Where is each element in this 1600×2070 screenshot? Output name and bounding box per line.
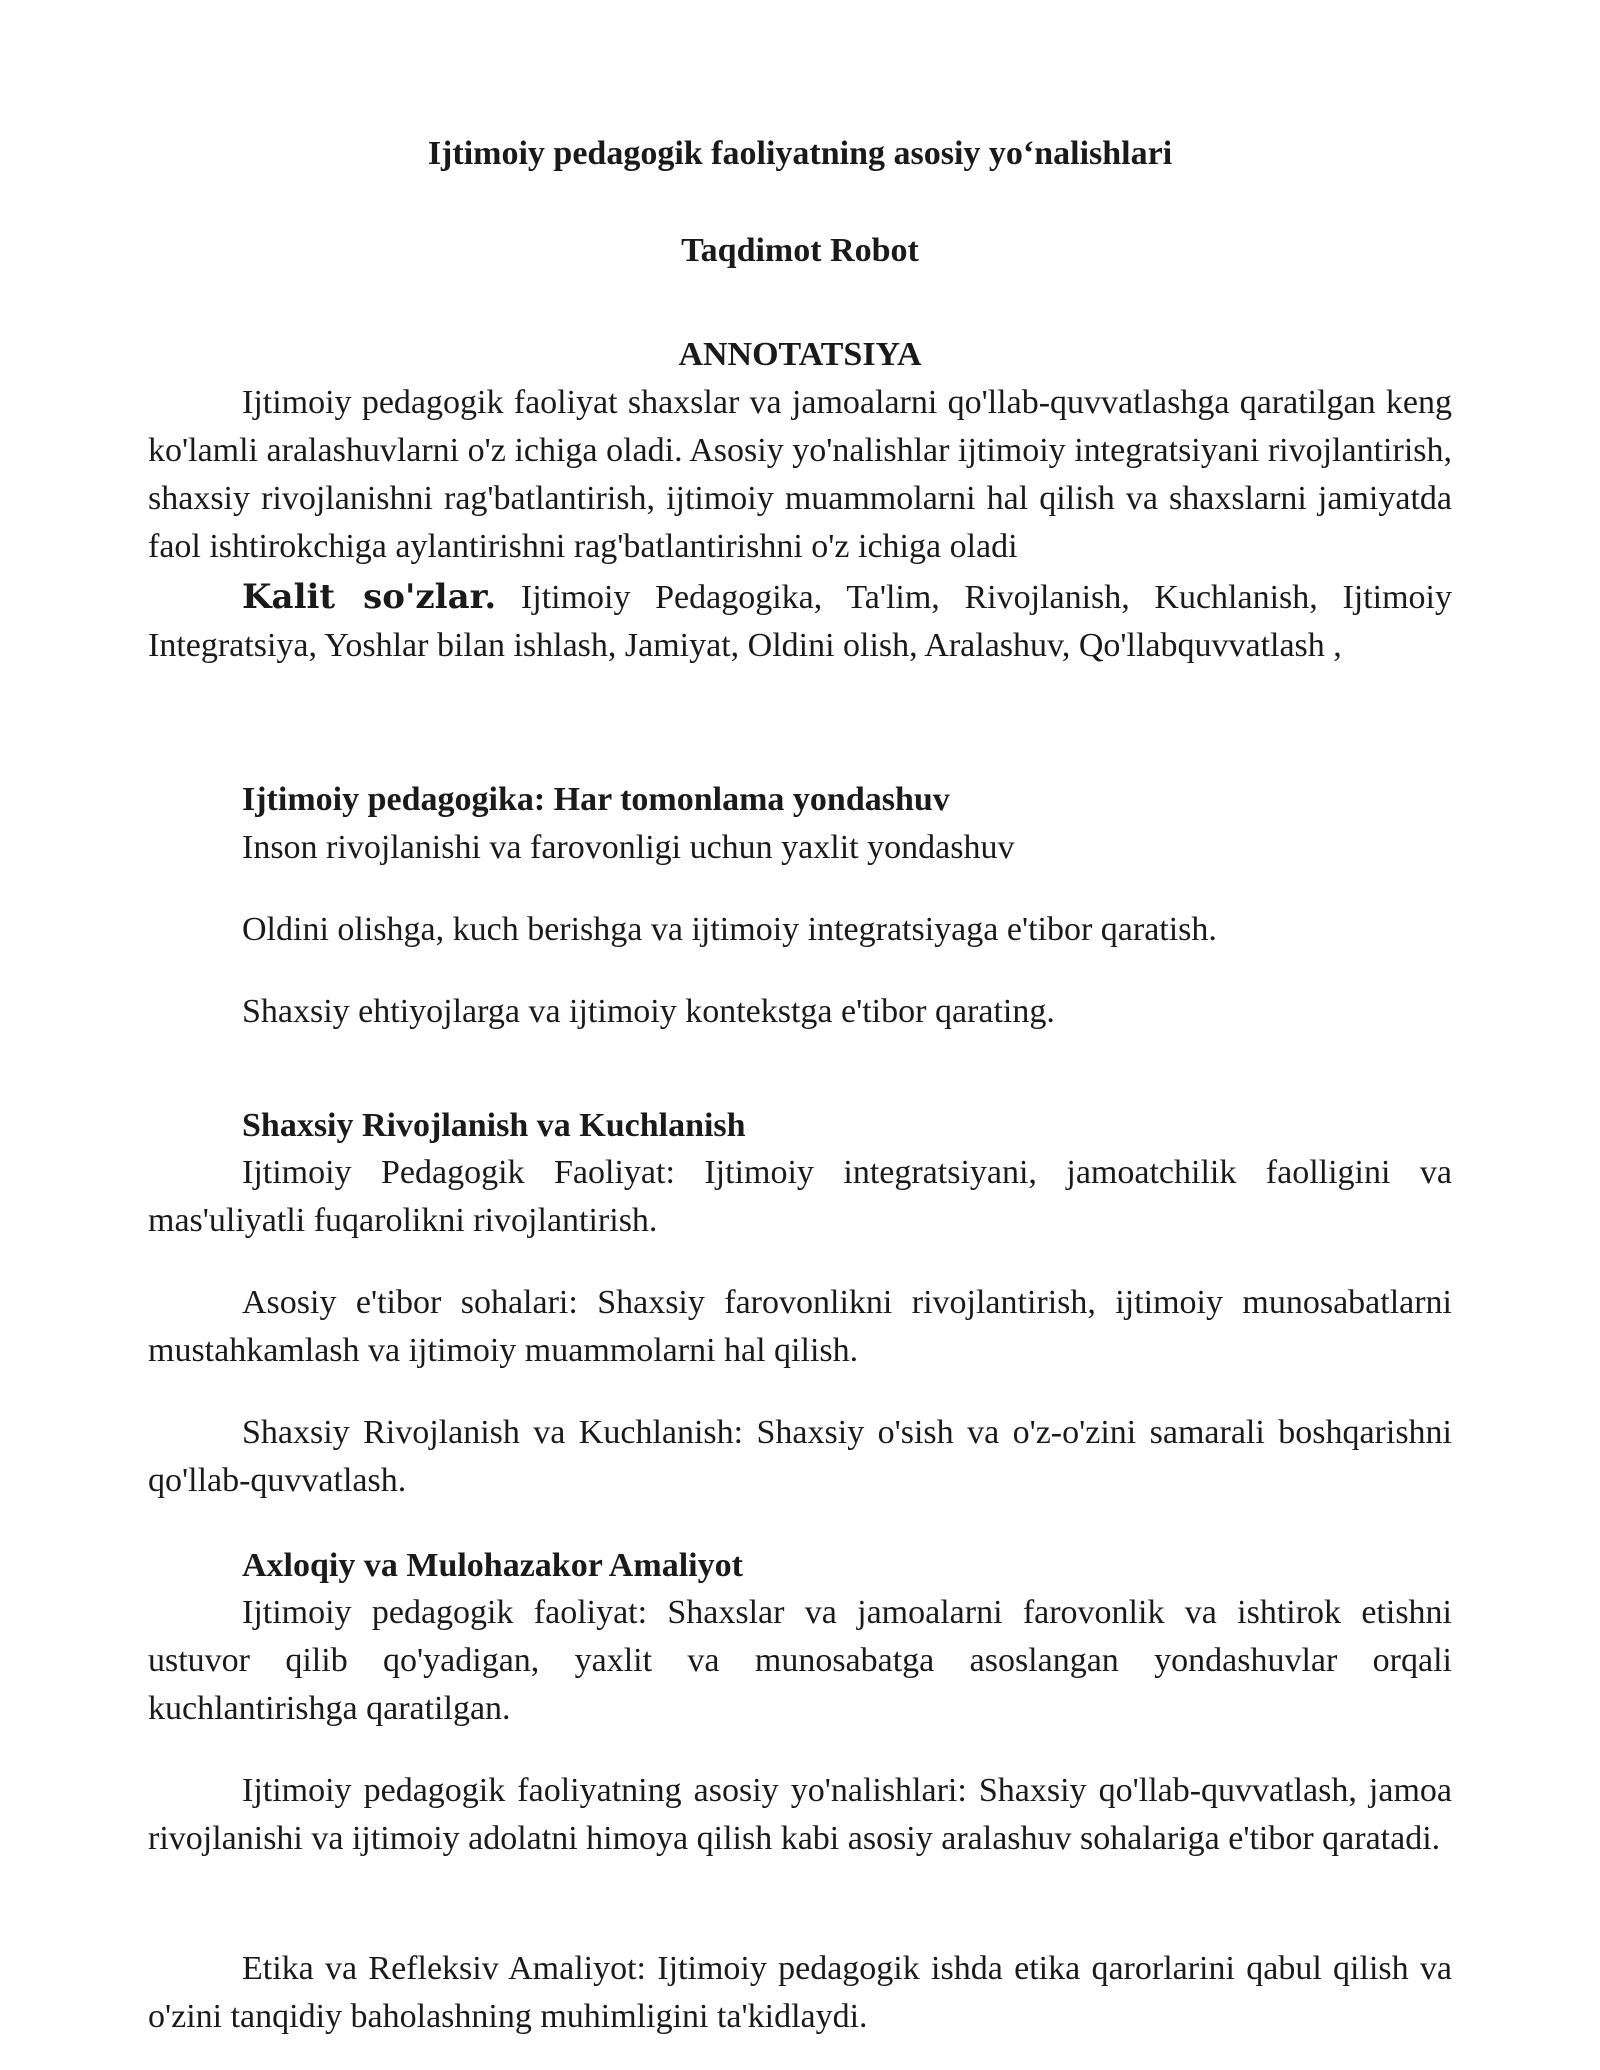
section-heading-ethical-practice: Axloqiy va Mulohazakor Amaliyot bbox=[242, 1547, 743, 1584]
document-author: Taqdimot Robot bbox=[681, 232, 919, 269]
abstract-paragraph: Ijtimoiy pedagogik faoliyat shaxslar va jamoalarni qo'llab-quvvatlashga qaratilgan keng ko'lamli aralashuvlarni o'z ichiga oladi. Asosiy yo'nalishlar ijtimoiy integratsiyani rivojlantirish, shaxsiy rivojlanishni rag'batlantirish, ijtimoiy muammolarni hal qilish va shaxslarni jamiyatda faol ishtirokchiga aylantirishni rag'batlantirishni o'z ichiga oladi bbox=[148, 384, 1452, 565]
section2-paragraph-growth: Shaxsiy Rivojlanish va Kuchlanish: Shaxsiy o'sish va o'z-o'zini samarali boshqarishni qo'llab-quvvatlash. bbox=[148, 1414, 1452, 1499]
section-heading-comprehensive-approach: Ijtimoiy pedagogika: Har tomonlama yondashuv bbox=[242, 781, 950, 818]
section2-paragraph-activity: Ijtimoiy Pedagogik Faoliyat: Ijtimoiy integratsiyani, jamoatchilik faolligini va mas'uliyatli fuqarolikni rivojlantirish. bbox=[148, 1154, 1452, 1239]
section1-line-prevention: Oldini olishga, kuch berishga va ijtimoiy integratsiyaga e'tibor qaratish. bbox=[242, 911, 1217, 948]
document-title: Ijtimoiy pedagogik faoliyatning asosiy yo‘nalishlari bbox=[427, 135, 1173, 172]
keywords-list: Ijtimoiy Pedagogika, Ta'lim, Rivojlanish, Kuchlanish, Ijtimoiy Integratsiya, Yoshlar bilan ishlash, Jamiyat, Oldini olish, Aralashuv, Qo'llabquvvatlash , bbox=[148, 579, 1452, 664]
section2-paragraph-focus-areas: Asosiy e'tibor sohalari: Shaxsiy farovonlikni rivojlantirish, ijtimoiy munosabatlarni mustahkamlash va ijtimoiy muammolarni hal qilish. bbox=[148, 1284, 1452, 1369]
section3-paragraph-main-directions: Ijtimoiy pedagogik faoliyatning asosiy yo'nalishlari: Shaxsiy qo'llab-quvvatlash, jamoa rivojlanishi va ijtimoiy adolatni himoya qilish kabi asosiy aralashuv sohalariga e'tibor qaratadi. bbox=[148, 1772, 1452, 1857]
section1-line-needs: Shaxsiy ehtiyojlarga va ijtimoiy kontekstga e'tibor qarating. bbox=[242, 993, 1055, 1030]
keywords-paragraph bbox=[148, 573, 1452, 670]
section3-paragraph-empowerment: Ijtimoiy pedagogik faoliyat: Shaxslar va jamoalarni farovonlik va ishtirok etishni ustuvor qilib qo'yadigan, yaxlit va munosabatga asoslangan yondashuvlar orqali kuchlantirishga qaratilgan. bbox=[148, 1594, 1452, 1727]
keywords-label: Kalit so'zlar. bbox=[242, 577, 497, 617]
abstract-heading: ANNOTATSIYA bbox=[678, 336, 922, 373]
section1-line-holistic: Inson rivojlanishi va farovonligi uchun yaxlit yondashuv bbox=[242, 829, 1015, 866]
section3-paragraph-ethics: Etika va Refleksiv Amaliyot: Ijtimoiy pedagogik ishda etika qarorlarini qabul qilish va o'zini tanqidiy baholashning muhimligini ta'kidlaydi. bbox=[148, 1950, 1452, 2035]
section-heading-personal-development: Shaxsiy Rivojlanish va Kuchlanish bbox=[242, 1107, 746, 1144]
